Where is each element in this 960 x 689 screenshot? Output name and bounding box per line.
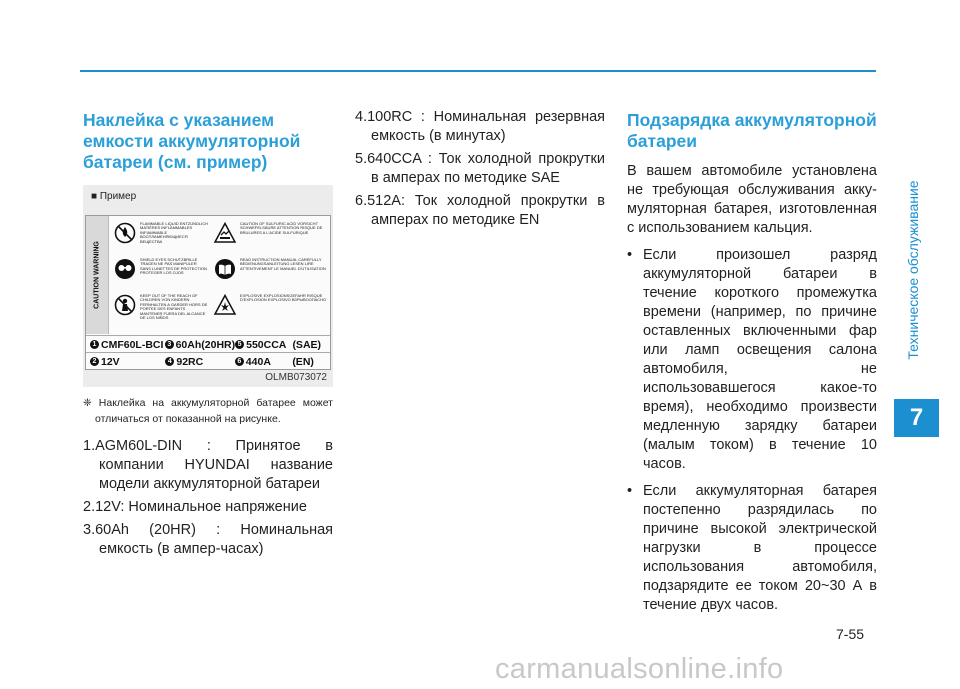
keep-from-children-icon bbox=[114, 294, 136, 316]
spec-number: 3 bbox=[165, 340, 173, 349]
spec-cca bbox=[235, 339, 292, 351]
bullet-item bbox=[627, 246, 877, 474]
read-manual-icon bbox=[214, 258, 236, 280]
warning-text-children: KEEP OUT OF THE REACH OF CHILDREN VON KINDERN FERNHALTEN A GARDER HORS DE PORTEE DES ENFANTS MANTENER FUERA DEL ALCANCE DE LOS NIÑOS bbox=[140, 293, 208, 321]
spec-list-part2 bbox=[355, 108, 605, 230]
page-number: 7-55 bbox=[836, 626, 865, 642]
battery-label-figure bbox=[83, 185, 333, 387]
spec-number: 1 bbox=[90, 340, 99, 349]
middle-column bbox=[355, 108, 605, 234]
spec-number: 4 bbox=[165, 357, 174, 366]
acid-hazard-icon bbox=[214, 222, 236, 244]
watermark: carmanualsonline.info bbox=[495, 653, 784, 685]
battery-label-heading bbox=[83, 110, 333, 173]
left-column bbox=[83, 110, 333, 563]
spec-list-part1 bbox=[83, 437, 333, 559]
spec-reserve bbox=[165, 356, 234, 368]
figure-code: OLMB073072 bbox=[265, 372, 327, 383]
warning-text-acid: CAUTION OF SULFURIC ACID VORSICHT SCHWEFELSÄURE ATTENTION RISQUE DE BRULURES A L'ACIDE SULFURIQUE bbox=[240, 221, 323, 235]
chapter-number-badge bbox=[894, 399, 939, 437]
spec-model bbox=[86, 339, 165, 351]
spec-value: 440A bbox=[245, 355, 271, 368]
charging-intro: В вашем автомобиле установлена не требующая обслуживания аккумуляторная батарея, изготовленная с использованием кальция. bbox=[627, 163, 877, 236]
heading-line-2: батареи bbox=[627, 131, 698, 151]
spec-value: 92RC bbox=[176, 355, 204, 368]
list-item: 6.512A: Ток холодной прокрутки в амперах по методике EN bbox=[355, 193, 605, 228]
section-title: Техническое обслуживание bbox=[905, 180, 921, 360]
list-item: 4.100RC : Номинальная резервная емкость (в минутах) bbox=[355, 109, 605, 144]
spec-value: (SAE) bbox=[292, 338, 322, 351]
bullet-text: Если аккумуляторная батарея постепенно разрядилась по причине высокой электрической нагрузки в процессе использования автомобиля, подзарядите ее током 20~30 А в течение двух часов. bbox=[643, 483, 877, 613]
no-fire-icon bbox=[114, 222, 136, 244]
spec-value: 60Ah(20HR) bbox=[175, 338, 236, 351]
warning-text-flammable: FLAMMABLE LIQUID ENTZÜNDLICH MATIÈRES INFLAMMABLES INFIAMMABLE ВОСПЛАМЕНЯЮЩИЕСЯ ВЕЩЕСТВА bbox=[140, 221, 209, 244]
figure-caption: ■ Пример bbox=[91, 191, 137, 202]
heading-line-2: емкости аккумуляторной bbox=[83, 131, 301, 151]
spec-row-2 bbox=[86, 352, 330, 370]
spec-value: (EN) bbox=[292, 355, 314, 368]
list-item: 1.AGM60L-DIN : Принятое в компании HYUNDAI название модели аккумуляторной батареи bbox=[83, 438, 333, 492]
heading-line-1: Подзарядка аккумуляторной bbox=[627, 110, 877, 130]
spec-capacity bbox=[165, 339, 235, 351]
spec-number: 6 bbox=[235, 357, 244, 366]
bullet-symbol: • bbox=[627, 483, 633, 499]
chapter-number: 7 bbox=[909, 404, 924, 431]
spec-value: CMF60L-BCI bbox=[101, 338, 164, 351]
section-title-tab bbox=[898, 150, 928, 390]
spec-voltage bbox=[86, 356, 165, 368]
spec-row-1 bbox=[86, 335, 330, 353]
figure-note: ❈ Наклейка на аккумуляторной батарее может отличаться от показанной на рисунке. bbox=[83, 397, 333, 425]
explosive-icon bbox=[214, 294, 236, 316]
label-strip-text: CAUTION WARNING bbox=[93, 241, 101, 309]
spec-en-current bbox=[235, 356, 293, 368]
spec-value: 12V bbox=[101, 355, 120, 368]
label-side-strip bbox=[86, 216, 109, 334]
bullet-symbol: • bbox=[627, 247, 633, 263]
spec-number: 5 bbox=[235, 340, 244, 349]
bullet-item bbox=[627, 482, 877, 615]
header-rule bbox=[80, 70, 876, 72]
heading-line-1: Наклейка с указанием bbox=[83, 110, 275, 130]
spec-standard bbox=[292, 339, 330, 351]
charging-heading bbox=[627, 110, 877, 152]
spec-number: 2 bbox=[90, 357, 99, 366]
warning-text-manual: READ INSTRUCTION MANUAL CAREFULLY BEDIENUNGSANLEITUNG LESEN LIRE ATTENTIVEMENT LE MANUEL D'UTILISATION bbox=[240, 257, 326, 271]
battery-label-image bbox=[85, 215, 331, 370]
spec-standard bbox=[292, 356, 330, 368]
bullet-text: Если произошел разряд аккумуляторной батареи в течение короткого промежутка времени (например, по причине оставленных включенными фар или ламп освещения салона автомобиля, не использовавшегося какое-то время), необходимо произвести медленную зарядку батареи (малым током) в течение 10 часов. bbox=[643, 247, 877, 472]
eye-protection-icon bbox=[114, 258, 136, 280]
right-column bbox=[627, 110, 877, 615]
list-item: 2.12V: Номинальное напряжение bbox=[83, 499, 307, 515]
list-item: 5.640CCA : Ток холодной прокрутки в амперах по методике SAE bbox=[355, 151, 605, 186]
spec-value: 550CCA bbox=[246, 338, 287, 351]
warning-text-shield-eyes: SHIELD EYES SCHUTZBRILLE TRAGEN NE PAS MANIPULER SANS LUNETTES DE PROTECTION PROTEGER LOS OJOS bbox=[140, 257, 207, 276]
warning-text-explosive: EXPLOSIVE EXPLOSIONSGEFAHR RISQUE D'EXPLOSION EXPLOSIVO ВЗРЫВООПАСНО bbox=[240, 293, 327, 303]
heading-line-3: батареи (см. пример) bbox=[83, 152, 268, 172]
list-item: 3.60Ah (20HR) : Номинальная емкость (в ампер-часах) bbox=[83, 522, 333, 557]
